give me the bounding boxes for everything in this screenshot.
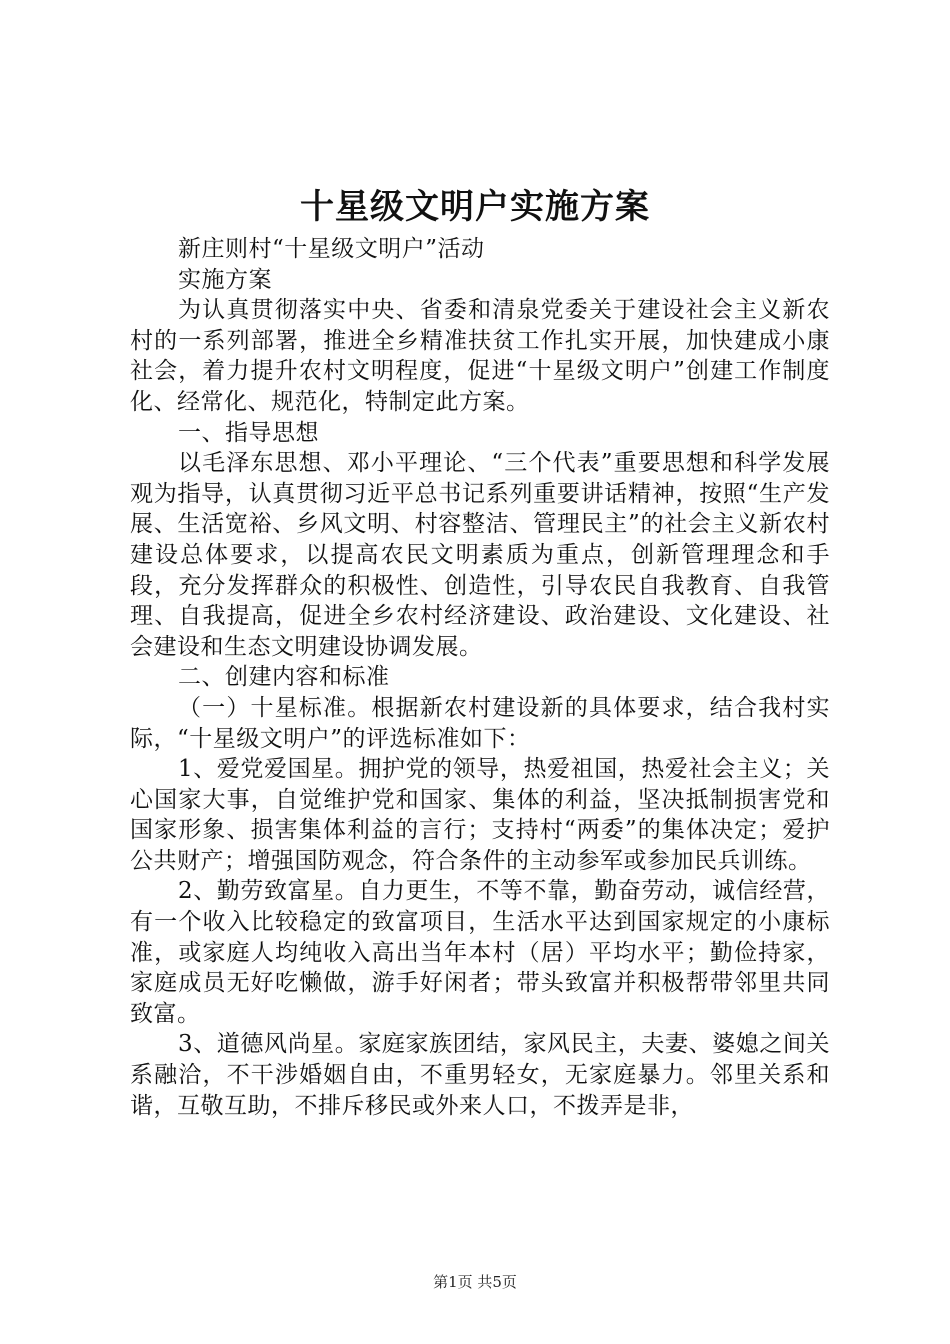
section-heading-guiding-ideology: 一、指导思想 [178,419,319,446]
guiding-ideology-paragraph: 以毛泽东思想、邓小平理论、“三个代表”重要思想和科学发展观为指导，认真贯彻习近平总书记系列重要讲话精神，按照“生产发展、生活宽裕、乡风文明、村容整洁、管理民主”的社会主义新农村建设总体要求，以提高农民文明素质为重点，创新管理理念和手段，充分发挥群众的积极性、创造性，引导农民自我教育、自我管理、自我提高，促进全乡农村经济建设、政治建设、文化建设、社会建设和生态文明建设协调发展。 [130,450,830,660]
document-body [130,234,830,1121]
subtitle-line-2: 实施方案 [178,266,272,293]
ten-star-standard-paragraph: （一）十星标准。根据新农村建设新的具体要求，结合我村实际，“十星级文明户”的评选标准如下： [130,694,830,752]
subtitle-line-1: 新庄则村“十星级文明户”活动 [178,236,485,262]
section-heading-content-standards: 二、创建内容和标准 [178,664,390,691]
star-item-2: 2、勤劳致富星。自力更生，不等不靠，勤奋劳动，诚信经营，有一个收入比较稳定的致富项目，生活水平达到国家规定的小康标准，或家庭人均纯收入高出当年本村（居）平均水平；勤俭持家，家庭成员无好吃懒做，游手好闲者；带头致富并积极帮带邻里共同致富。 [130,878,830,1027]
star-item-3: 3、道德风尚星。家庭家族团结，家风民主，夫妻、婆媳之间关系融洽，不干涉婚姻自由，不重男轻女，无家庭暴力。邻里关系和谐，互敬互助，不排斥移民或外来人口，不拨弄是非， [130,1031,830,1119]
star-item-1: 1、爱党爱国星。拥护党的领导，热爱祖国，热爱社会主义；关心国家大事，自觉维护党和国家、集体的利益，坚决抵制损害党和国家形象、损害集体利益的言行；支持村“两委”的集体决定；爱护公共财产；增强国防观念，符合条件的主动参军或参加民兵训练。 [130,756,830,874]
intro-paragraph: 为认真贯彻落实中央、省委和清泉党委关于建设社会主义新农村的一系列部署，推进全乡精准扶贫工作扎实开展，加快建成小康社会，着力提升农村文明程度，促进“十星级文明户”创建工作制度化、经常化、规范化，特制定此方案。 [130,297,830,415]
page-footer: 第1页 共5页 [433,1273,517,1291]
document-title: 十星级文明户实施方案 [300,187,650,227]
